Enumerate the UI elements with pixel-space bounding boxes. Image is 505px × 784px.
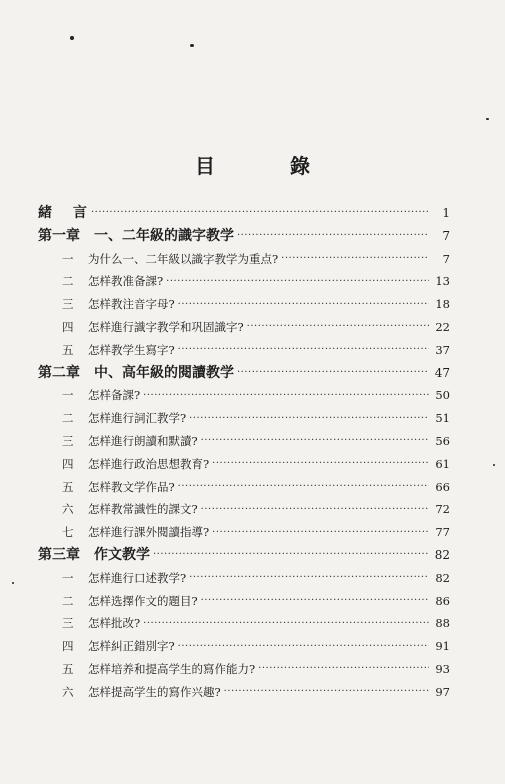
section-title: 怎样教文学作品? bbox=[88, 479, 175, 494]
page-number: 88 bbox=[435, 616, 450, 631]
toc-section[interactable] bbox=[38, 476, 450, 499]
dot-leader bbox=[143, 391, 429, 401]
toc-chapter[interactable] bbox=[38, 544, 450, 567]
toc-section[interactable] bbox=[38, 293, 450, 316]
dot-leader bbox=[237, 368, 429, 378]
chapter-number: 第三章 bbox=[38, 546, 80, 563]
toc-section[interactable] bbox=[38, 248, 450, 271]
section-title: 怎样教准备課? bbox=[88, 274, 164, 289]
dot-leader bbox=[178, 482, 429, 492]
section-title: 怎样進行政治思想教育? bbox=[88, 456, 210, 471]
section-number: 三 bbox=[62, 616, 74, 631]
dot-leader bbox=[201, 505, 429, 515]
page-title: 目 錄 bbox=[195, 154, 344, 178]
page-number: 51 bbox=[435, 411, 450, 426]
page-number: 77 bbox=[435, 525, 450, 540]
section-number: 一 bbox=[62, 251, 74, 266]
page-number: 13 bbox=[435, 274, 450, 289]
section-title: 怎样進行口述教学? bbox=[88, 570, 187, 585]
toc-section[interactable] bbox=[38, 681, 450, 704]
toc-section[interactable] bbox=[38, 316, 450, 339]
dot-leader bbox=[224, 687, 429, 697]
toc-section[interactable] bbox=[38, 590, 450, 613]
section-title: 怎样糾正錯別字? bbox=[88, 639, 175, 654]
page-number: 93 bbox=[435, 661, 450, 676]
dot-leader bbox=[178, 300, 429, 310]
section-title: 怎样教学生寫字? bbox=[88, 342, 175, 357]
dot-leader bbox=[91, 208, 429, 218]
toc-section[interactable] bbox=[38, 384, 450, 407]
section-number: 五 bbox=[62, 479, 74, 494]
toc-section[interactable] bbox=[38, 521, 450, 544]
dot-leader bbox=[143, 619, 429, 629]
section-title: 怎样進行朗讀和默讀? bbox=[88, 433, 198, 448]
toc-section[interactable] bbox=[38, 567, 450, 590]
section-title: 怎样教注音字母? bbox=[88, 297, 175, 312]
page-number: 82 bbox=[434, 547, 450, 562]
section-title: 怎样進行識字教学和巩固識字? bbox=[88, 319, 244, 334]
toc-section[interactable] bbox=[38, 270, 450, 293]
section-number: 六 bbox=[62, 502, 74, 517]
page-number: 82 bbox=[435, 570, 450, 585]
page-number: 1 bbox=[442, 206, 450, 220]
section-number: 四 bbox=[62, 456, 74, 471]
section-title: 怎样教常識性的課文? bbox=[88, 502, 198, 517]
dot-leader bbox=[189, 414, 429, 424]
page-number: 56 bbox=[435, 433, 450, 448]
scan-speck bbox=[12, 582, 14, 584]
page-number: 61 bbox=[435, 456, 450, 471]
page-number: 66 bbox=[435, 479, 450, 494]
dot-leader bbox=[281, 254, 429, 264]
chapter-title: 一、二年級的識字教学 bbox=[94, 227, 234, 244]
preface-label: 緒 言 bbox=[38, 205, 95, 221]
dot-leader bbox=[153, 550, 429, 560]
chapter-title: 中、高年級的閱讀教学 bbox=[94, 364, 234, 381]
dot-leader bbox=[189, 573, 429, 583]
dot-leader bbox=[212, 459, 429, 469]
section-title: 怎样進行詞汇教学? bbox=[88, 411, 187, 426]
page-number: 50 bbox=[435, 388, 450, 403]
page-number: 7 bbox=[442, 228, 450, 243]
dot-leader bbox=[178, 345, 429, 355]
section-title: 怎样進行課外閱讀指導? bbox=[88, 525, 210, 540]
toc-section[interactable] bbox=[38, 635, 450, 658]
section-title: 怎样培养和提高学生的寫作能力? bbox=[88, 661, 256, 676]
page-number: 22 bbox=[435, 319, 450, 334]
page-number: 18 bbox=[435, 297, 450, 312]
section-number: 六 bbox=[62, 684, 74, 699]
page-number: 47 bbox=[434, 365, 450, 380]
section-number: 二 bbox=[62, 274, 74, 289]
page-number: 72 bbox=[435, 502, 450, 517]
toc-section[interactable] bbox=[38, 407, 450, 430]
toc-chapter[interactable] bbox=[38, 362, 450, 385]
section-number: 三 bbox=[62, 297, 74, 312]
toc-entry-preface[interactable] bbox=[38, 202, 450, 225]
dot-leader bbox=[212, 528, 429, 538]
section-number: 一 bbox=[62, 388, 74, 403]
section-number: 七 bbox=[62, 525, 74, 540]
table-of-contents bbox=[38, 202, 450, 704]
page-number: 91 bbox=[435, 639, 450, 654]
scan-speck bbox=[70, 36, 74, 40]
chapter-title: 作文教学 bbox=[94, 546, 150, 563]
page-number: 97 bbox=[435, 684, 450, 699]
dot-leader bbox=[201, 436, 429, 446]
toc-section[interactable] bbox=[38, 453, 450, 476]
section-title: 怎样选擇作文的題目? bbox=[88, 593, 198, 608]
toc-section[interactable] bbox=[38, 498, 450, 521]
dot-leader bbox=[201, 596, 429, 606]
toc-section[interactable] bbox=[38, 612, 450, 635]
dot-leader bbox=[166, 277, 429, 287]
chapter-number: 第一章 bbox=[38, 227, 80, 244]
page-number: 86 bbox=[435, 593, 450, 608]
section-number: 一 bbox=[62, 570, 74, 585]
section-number: 五 bbox=[62, 661, 74, 676]
section-number: 五 bbox=[62, 342, 74, 357]
toc-section[interactable] bbox=[38, 658, 450, 681]
section-title: 怎样提高学生的寫作兴趣? bbox=[88, 684, 221, 699]
toc-section[interactable] bbox=[38, 339, 450, 362]
section-number: 四 bbox=[62, 639, 74, 654]
page-number: 7 bbox=[442, 251, 450, 266]
section-title: 怎样批改? bbox=[88, 616, 141, 631]
section-title: 怎样备課? bbox=[88, 388, 141, 403]
section-title: 为什么一、二年級以識字教学为重点? bbox=[88, 251, 279, 266]
dot-leader bbox=[247, 322, 429, 332]
chapter-number: 第二章 bbox=[38, 364, 80, 381]
section-number: 三 bbox=[62, 433, 74, 448]
scan-speck bbox=[493, 464, 495, 466]
dot-leader bbox=[237, 231, 429, 241]
toc-chapter[interactable] bbox=[38, 225, 450, 248]
dot-leader bbox=[258, 664, 429, 674]
section-number: 四 bbox=[62, 319, 74, 334]
page-number: 37 bbox=[435, 342, 450, 357]
section-number: 二 bbox=[62, 411, 74, 426]
scan-speck bbox=[190, 44, 194, 47]
toc-section[interactable] bbox=[38, 430, 450, 453]
dot-leader bbox=[178, 642, 429, 652]
section-number: 二 bbox=[62, 593, 74, 608]
scan-speck bbox=[486, 118, 489, 120]
